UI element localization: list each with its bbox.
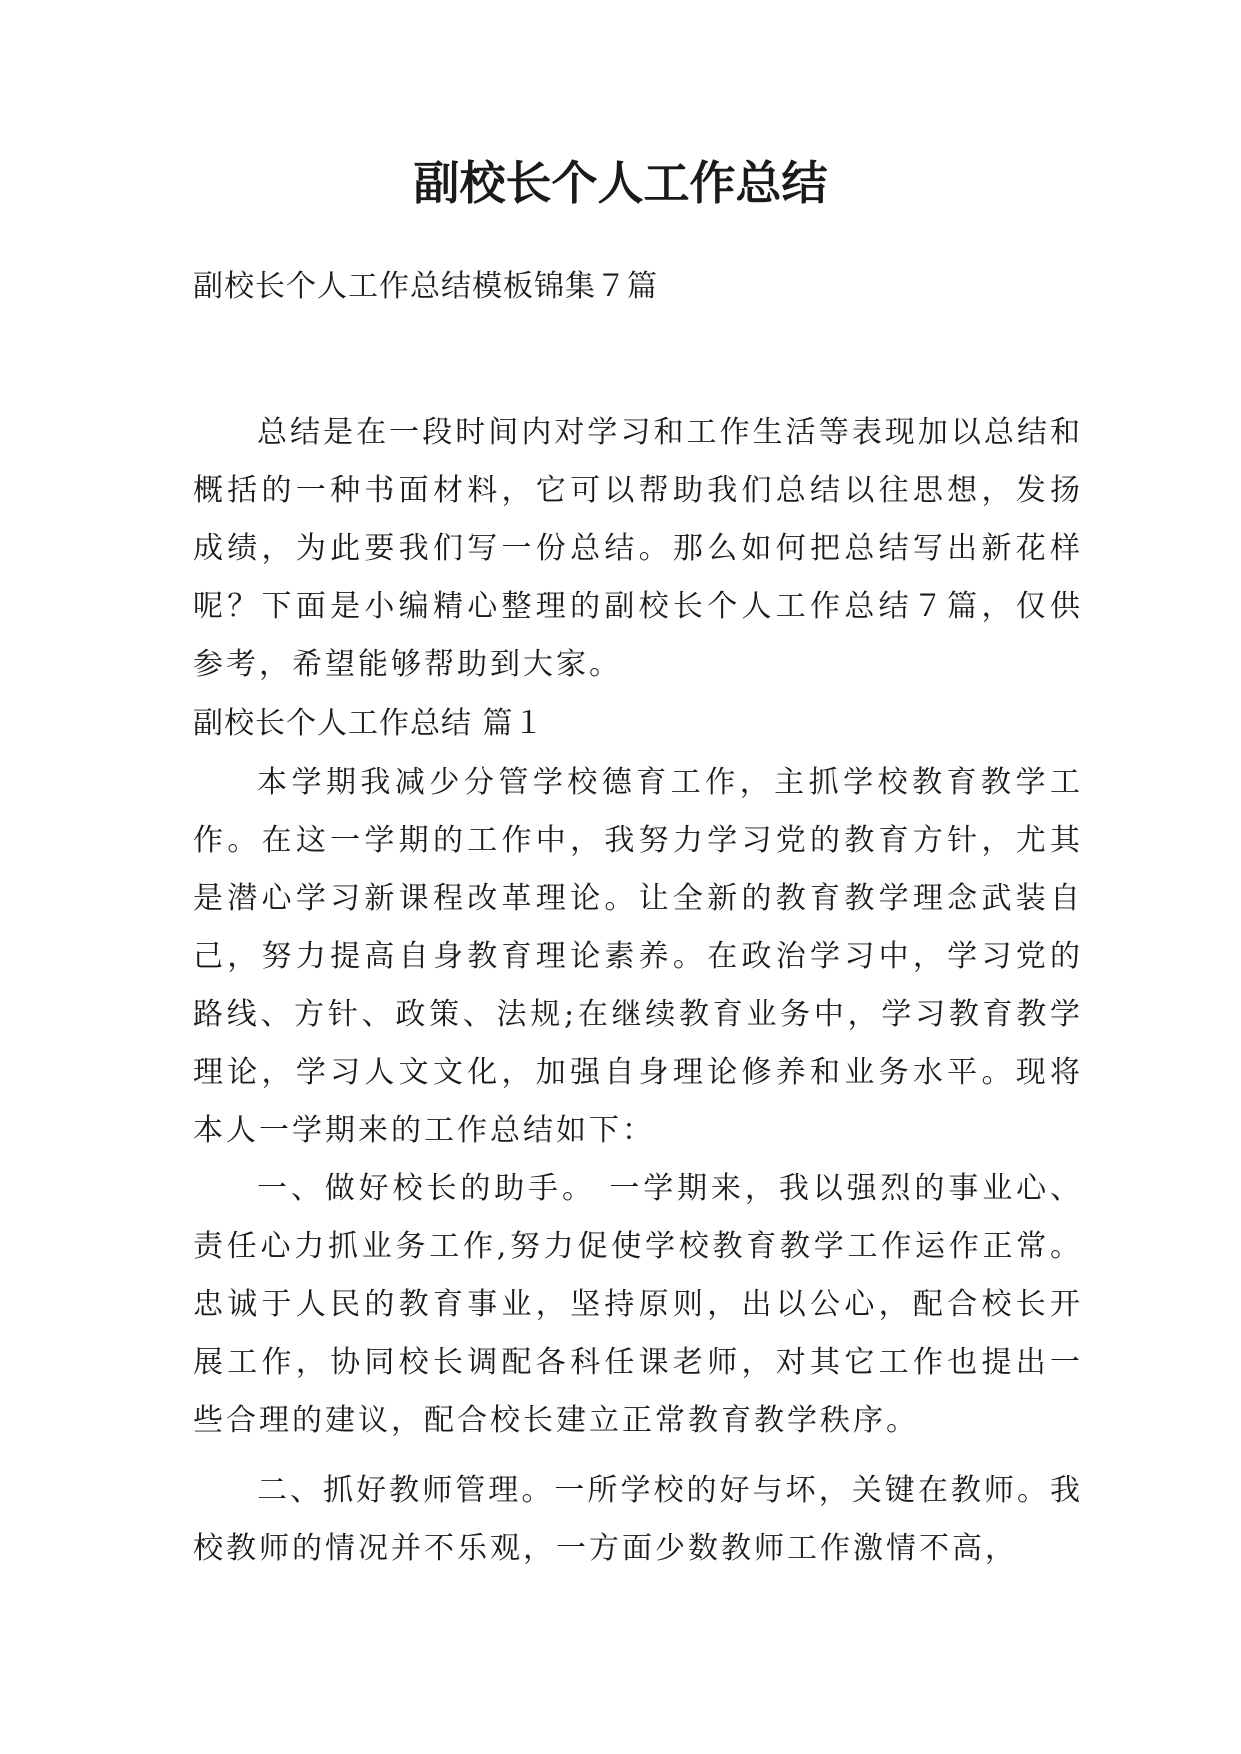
body-paragraph: 一、做好校长的助手。 一学期来，我以强烈的事业心、责任心力抓业务工作,努力促使学校教育教学工作运作正常。忠诚于人民的教育事业，坚持原则，出以公心，配合校长开展工作，协同校长调配各科任课老师，对其它工作也提出一些合理的建议，配合校长建立正常教育教学秩序。 (193, 1171, 1083, 1438)
body-paragraph: 二、抓好教师管理。一所学校的好与坏，关键在教师。我校教师的情况并不乐观，一方面少数教师工作激情不高， (193, 1473, 1083, 1566)
intro-paragraph: 总结是在一段时间内对学习和工作生活等表现加以总结和概括的一种书面材料，它可以帮助我们总结以往思想，发扬成绩，为此要我们写一份总结。那么如何把总结写出新花样呢？下面是小编精心整理的副校长个人工作总结７篇，仅供参考，希望能够帮助到大家。 (193, 415, 1083, 682)
document-subtitle: 副校长个人工作总结模板锦集７篇 (193, 269, 658, 304)
document-title: 副校长个人工作总结 (413, 156, 828, 210)
document-body (193, 404, 1083, 1578)
section-heading: 副校长个人工作总结 篇１ (193, 706, 545, 741)
body-paragraph: 本学期我减少分管学校德育工作，主抓学校教育教学工作。在这一学期的工作中，我努力学习党的教育方针，尤其是潜心学习新课程改革理论。让全新的教育教学理念武装自己，努力提高自身教育理论素养。在政治学习中，学习党的路线、方针、政策、法规;在继续教育业务中，学习教育教学理论，学习人文文化，加强自身理论修养和业务水平。现将本人一学期来的工作总结如下： (193, 765, 1083, 1148)
